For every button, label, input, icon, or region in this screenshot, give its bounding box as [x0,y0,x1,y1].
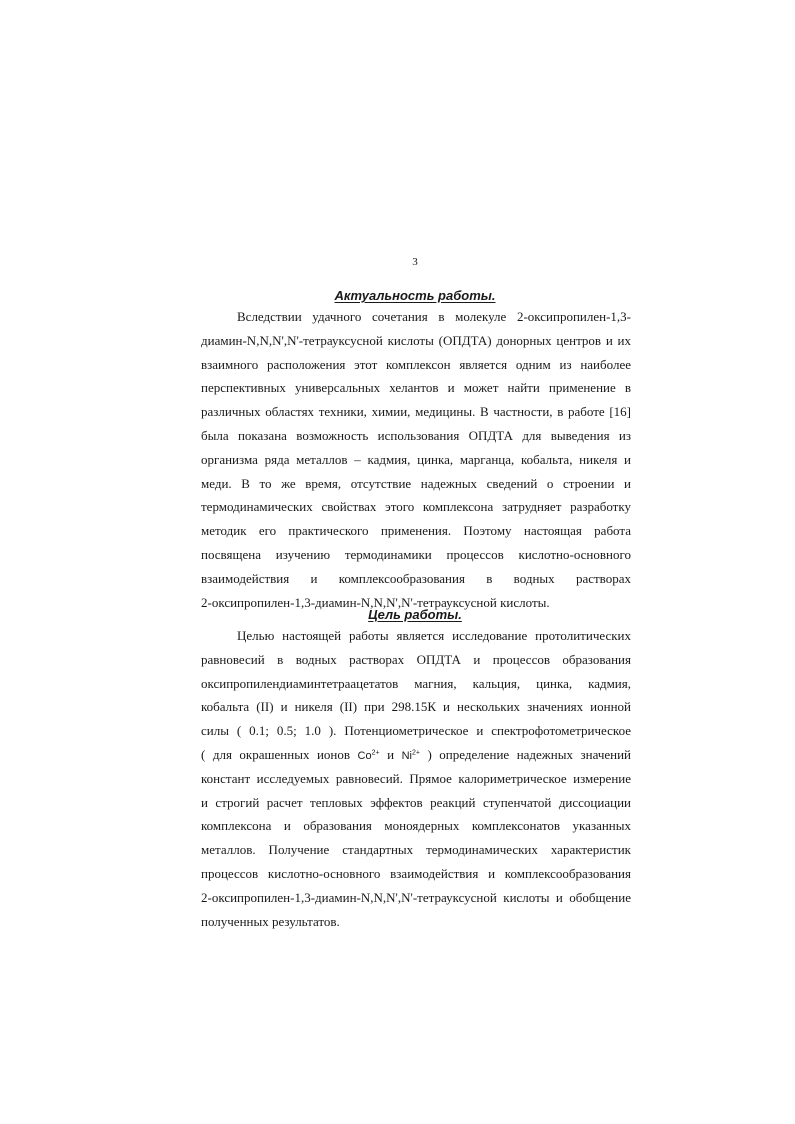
text-line: равновесий в водных растворах ОПДТА и процессов образования [201,651,631,667]
text-line: оксипропилендиаминтетраацетатов магния, кальция, цинка, кадмия, [201,675,631,691]
text-line: посвящена изучению термодинамики процессов кислотно-основного [201,546,631,562]
text-line: организма ряда металлов – кадмия, цинка, марганца, кобальта, никеля и [201,451,631,467]
relevance-paragraph [201,305,631,614]
text-line: констант исследуемых равновесий. Прямое калориметрическое измерение [201,770,631,786]
text-line: процессов кислотно-основного взаимодействия и комплексообразования [201,865,631,881]
text-line: меди. В то же время, отсутствие надежных сведений о строении и [201,475,631,491]
nickel-ion [402,750,420,762]
text-line: взаимодействия и комплексообразования в водных растворах [201,570,631,586]
cobalt-ion [358,750,380,762]
goal-heading: Цель работы. [368,607,462,622]
ion-line [201,743,631,767]
goal-paragraph [201,624,631,933]
nickel-symbol: Ni [401,749,412,762]
relevance-heading: Актуальность работы. [334,288,496,303]
text-line: Целью настоящей работы является исследование протолитических [237,628,631,643]
text-line: кобальта (II) и никеля (II) при 298.15К и нескольких значениях ионной [201,699,631,715]
conjunction: и [387,746,395,762]
text-line: металлов. Получение стандартных термодинамических характеристик [201,842,631,858]
page-number: 3 [412,256,418,268]
text-line: полученных результатов. [201,913,340,929]
text-line: 2-оксипропилен-1,3-диамин-N,N,N',N'-тетрауксусной кислоты и обобщение [201,889,631,905]
text-line: силы ( 0.1; 0.5; 1.0 ). Потенциометрическое и спектрофотометрическое [201,723,631,739]
text-line: Вследствии удачного сочетания в молекуле 2-оксипропилен-1,3- [237,309,631,324]
ion-line-start: ( для окрашенных ионов [201,746,351,762]
text-line: методик его практического применения. Поэтому настоящая работа [201,523,631,539]
text-line: перспективных универсальных хелантов и может найти применение в [201,380,631,396]
nickel-charge: 2+ [411,749,420,757]
text-line: различных областях техники, химии, медицины. В частности, в работе [16] [201,404,631,420]
text-line: взаимного расположения этот комплексон является одним из наиболее [201,356,631,372]
text-line: 2-оксипропилен-1,3-диамин-N,N,N',N'-тетрауксусной кислоты. [201,594,550,610]
ion-line-end: ) определение надежных значений [427,746,632,762]
text-line: и строгий расчет тепловых эффектов реакций ступенчатой диссоциации [201,794,631,810]
text-line: была показана возможность использования ОПДТА для выведения из [201,427,631,443]
text-line: термодинамических свойствах этого комплексона затрудняет разработку [201,499,631,515]
cobalt-symbol: Co [357,749,372,762]
text-line: комплексона и образования моноядерных комплексонатов указанных [201,818,631,834]
cobalt-charge: 2+ [371,749,380,757]
text-line: диамин-N,N,N',N'-тетрауксусной кислоты (ОПДТА) донорных центров и их [201,332,631,348]
